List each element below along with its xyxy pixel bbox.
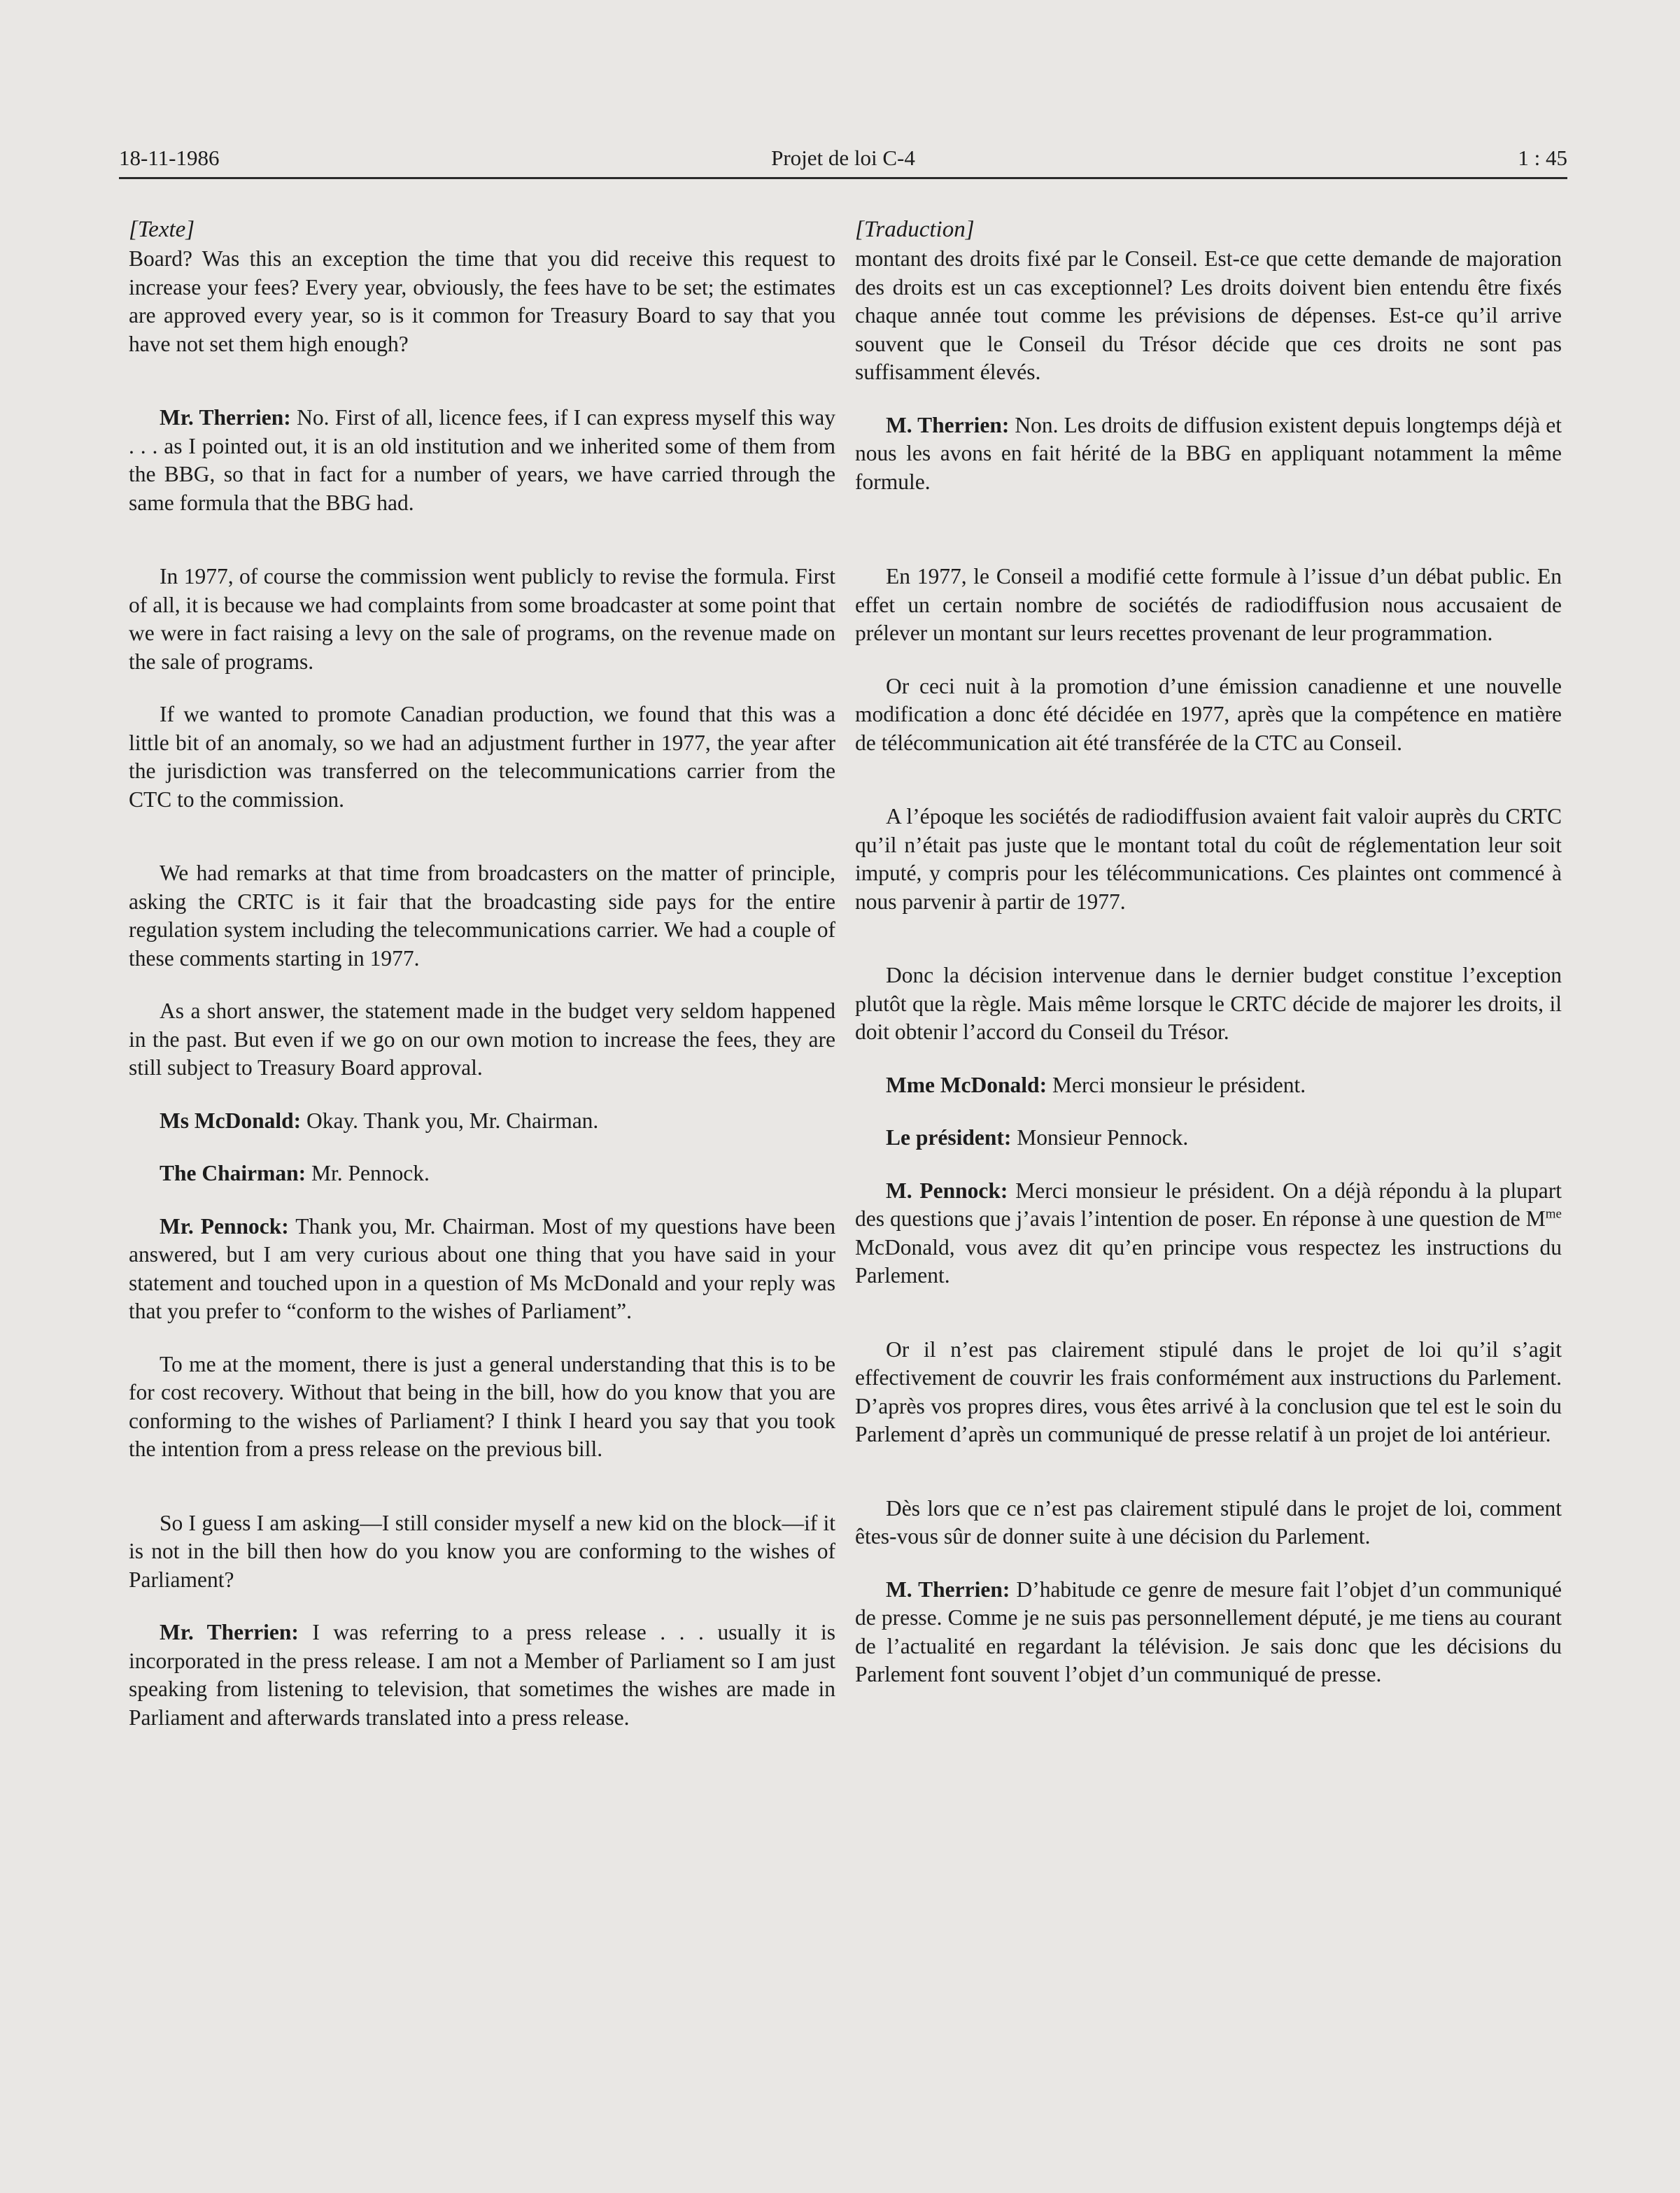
speaker-name: Le président: bbox=[886, 1125, 1012, 1150]
speech-text: Okay. Thank you, Mr. Chairman. bbox=[301, 1108, 599, 1133]
paragraph bbox=[855, 1071, 1562, 1100]
paragraph bbox=[129, 1107, 835, 1136]
paragraph: So I guess I am asking—I still consider myself a new kid on the block—if it is not in the bill then how do you know you are conforming to the wishes of Parliament? bbox=[129, 1510, 835, 1592]
speech-text: Monsieur Pennock. bbox=[1011, 1125, 1189, 1150]
french-column bbox=[855, 216, 1562, 1714]
paragraph bbox=[855, 1576, 1562, 1689]
column-label-traduction: [Traduction] bbox=[855, 217, 975, 242]
paragraph: Dès lors que ce n’est pas clairement stipulé dans le projet de loi, comment êtes-vous sûr de donner suite à une décision du Parlement. bbox=[855, 1495, 1562, 1549]
paragraph: Or il n’est pas clairement stipulé dans le projet de loi qu’il s’agit effectivement de couvrir les frais conformément aux instructions du Parlement. D’après vos propres dires, vous êtes arrivé à la conclusion que tel est le soin du Parlement d’après un communiqué de presse relatif à un projet de loi antérieur. bbox=[855, 1337, 1562, 1446]
paragraph bbox=[129, 1213, 835, 1326]
speech-text: I was referring to a press release . . . usually it is incorporated in the press release. I am not a Member of Parliament so I am just speaking from listening to television, that sometimes the wishes are made in Parliament and afterwards translated into a press release. bbox=[129, 1620, 835, 1730]
paragraph: Board? Was this an exception the time that you did receive this request to increase your fees? Every year, obviously, the fees have to be set; the estimates are approved every year, so is it common for Treasury Board to say that you have not set them high enough? bbox=[129, 246, 835, 356]
paragraph bbox=[855, 411, 1562, 497]
speech-text: No. First of all, licence fees, if I can express myself this way . . . as I pointed out, it is an old institution and we inherited some of them from the BBG, so that in fact for a number of years, we have carried through the same formula that the BBG had. bbox=[129, 405, 835, 515]
speaker-name: Mr. Therrien: bbox=[160, 405, 291, 430]
speaker-name: Ms McDonald: bbox=[160, 1108, 302, 1133]
superscript-me: me bbox=[1545, 1206, 1562, 1222]
paragraph: To me at the moment, there is just a general understanding that this is to be for cost recovery. Without that being in the bill, how do you know that you are conforming to the wishes of Parliament? I think I heard you say that you took the intention from a press release on the previous bill. bbox=[129, 1351, 835, 1461]
paragraph bbox=[129, 404, 835, 517]
speech-text: Thank you, Mr. Chairman. Most of my questions have been answered, but I am very curious about one thing that you have said in your statement and touched upon in a question of Ms McDonald and your reply was that you prefer to “conform to the wishes of Parliament”. bbox=[129, 1213, 835, 1323]
header-page-number: 1 : 45 bbox=[1518, 146, 1567, 170]
header-date: 18-11-1986 bbox=[119, 146, 220, 170]
paragraph bbox=[129, 1619, 835, 1732]
speaker-name: The Chairman: bbox=[160, 1161, 306, 1185]
english-column bbox=[129, 216, 835, 1756]
paragraph: If we wanted to promote Canadian production, we found that this was a little bit of an anomaly, so we had an adjustment further in 1977, the year after the jurisdiction was transferred on the telecommunications carrier from the CTC to the commission. bbox=[129, 702, 835, 812]
speech-text: Merci monsieur le président. On a déjà répondu à la plupart des questions que j’avais l’intention de poser. En réponse à une question de M bbox=[855, 1178, 1562, 1231]
speech-text: Mr. Pennock. bbox=[306, 1161, 430, 1185]
header-rule bbox=[119, 177, 1567, 179]
paragraph: In 1977, of course the commission went publicly to revise the formula. First of all, it is because we had complaints from some broadcaster at some point that we were in fact raising a levy on the sale of programs, on the revenue made on the sale of programs. bbox=[129, 564, 835, 674]
paragraph: Donc la décision intervenue dans le dernier budget constitue l’exception plutôt que la règle. Mais même lorsque le CRTC décide de majorer les droits, il doit obtenir l’accord du Conseil du Trésor. bbox=[855, 963, 1562, 1044]
paragraph bbox=[855, 1124, 1562, 1152]
paragraph: En 1977, le Conseil a modifié cette formule à l’issue d’un débat public. En effet un certain nombre de sociétés de radiodiffusion nous accusaient de prélever un montant sur leurs recettes provenant de leur programmation. bbox=[855, 564, 1562, 645]
paragraph bbox=[855, 1177, 1562, 1290]
column-label-texte: [Texte] bbox=[129, 217, 195, 242]
speaker-name: Mr. Therrien: bbox=[160, 1620, 299, 1644]
speaker-name: M. Therrien: bbox=[886, 412, 1010, 437]
page-header bbox=[119, 144, 1567, 172]
speech-text: Merci monsieur le président. bbox=[1047, 1072, 1306, 1097]
paragraph: A l’époque les sociétés de radiodiffusion avaient fait valoir auprès du CRTC qu’il n’était pas juste que le montant total du coût de réglementation leur soit imputé, y compris pour les télécommunications. Ces plaintes ont commencé à nous parvenir à partir de 1977. bbox=[855, 804, 1562, 914]
paragraph: As a short answer, the statement made in the budget very seldom happened in the past. But even if we go on our own motion to increase the fees, they are still subject to Treasury Board approval. bbox=[129, 999, 835, 1080]
speech-text: Non. Les droits de diffusion existent depuis longtemps déjà et nous les avons en fait hérité de la BBG en appliquant notamment la même formule. bbox=[855, 412, 1562, 494]
speaker-name: Mme McDonald: bbox=[886, 1072, 1047, 1097]
paragraph bbox=[129, 1159, 835, 1188]
speech-text: McDonald, vous avez dit qu’en principe vous respectez les instructions du Parlement. bbox=[855, 1234, 1562, 1288]
paragraph: montant des droits fixé par le Conseil. Est-ce que cette demande de majoration des droits est un cas exceptionnel? Les droits doivent bien entendu être fixés chaque année tout comme les prévisions de dépenses. Est-ce qu’il arrive souvent que le Conseil du Trésor décide que ces droits ne sont pas suffisamment élevés. bbox=[855, 246, 1562, 384]
header-title: Projet de loi C-4 bbox=[771, 146, 915, 170]
speaker-name: M. Therrien: bbox=[886, 1577, 1010, 1602]
paragraph: We had remarks at that time from broadcasters on the matter of principle, asking the CRTC is it fair that the broadcasting side pays for the entire regulation system including the telecommunications carrier. We had a couple of these comments starting in 1977. bbox=[129, 861, 835, 971]
speaker-name: M. Pennock: bbox=[886, 1178, 1008, 1203]
speech-text: D’habitude ce genre de mesure fait l’objet d’un communiqué de presse. Comme je ne suis pas personnellement député, je me tiens au courant de l’actualité en regardant la télévision. Je sais donc que les décisions du Parlement font souvent l’objet d’un communiqué de presse. bbox=[855, 1577, 1562, 1686]
speaker-name: Mr. Pennock: bbox=[160, 1213, 289, 1239]
paragraph: Or ceci nuit à la promotion d’une émission canadienne et une nouvelle modification a donc été décidée en 1977, après que la compétence en matière de télécommunication ait été transférée de la CTC au Conseil. bbox=[855, 673, 1562, 755]
